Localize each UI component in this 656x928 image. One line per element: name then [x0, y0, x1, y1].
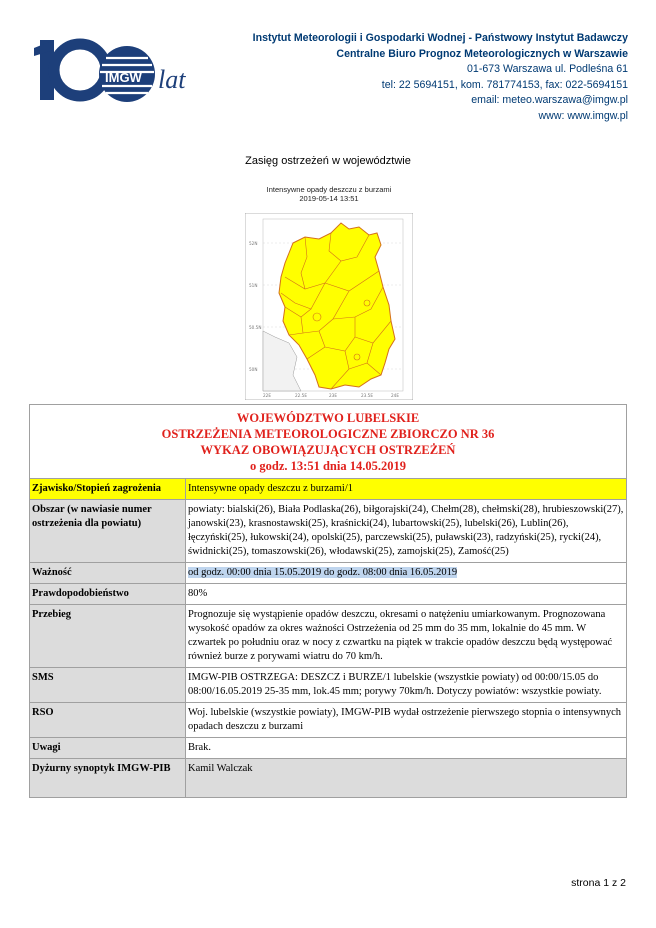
institution-header [253, 31, 628, 125]
row-value [186, 563, 627, 584]
map-caption-phenomenon: Intensywne opady deszczu z burzami [266, 185, 392, 194]
table-row-rso [30, 703, 627, 738]
table-row-validity [30, 563, 627, 584]
office-name: Centralne Biuro Prognoz Meteorologicznych w Warszawie [336, 47, 628, 60]
table-row-sms [30, 668, 627, 703]
svg-text:IMGW: IMGW [105, 70, 142, 85]
table-row-probability [30, 584, 627, 605]
warning-table [29, 404, 627, 798]
map-title: Zasięg ostrzeżeń w województwie [245, 155, 411, 167]
svg-text:23.5E: 23.5E [361, 393, 373, 398]
svg-text:52N: 52N [249, 241, 258, 246]
website: www: www.imgw.pl [538, 109, 628, 122]
svg-text:22E: 22E [263, 393, 271, 398]
address: 01-673 Warszawa ul. Podleśna 61 [467, 63, 628, 76]
institute-name: Instytut Meteorologii i Gospodarki Wodnej - Państwowy Instytut Badawczy [252, 32, 628, 44]
svg-text:22.5E: 22.5E [295, 393, 307, 398]
validity-selected-text[interactable]: od godz. 00:00 dnia 15.05.2019 do godz. 08:00 dnia 16.05.2019 [188, 567, 458, 578]
table-row-area [30, 500, 627, 563]
svg-text:50N: 50N [249, 367, 258, 372]
phone: tel: 22 5694151, kom. 781774153, fax: 022-5694151 [381, 78, 628, 91]
logo-digit-zero [54, 44, 106, 96]
table-row-phenomenon [30, 479, 627, 500]
warning-map [245, 213, 413, 400]
row-label: Uwagi [30, 738, 186, 759]
warning-header [30, 405, 627, 479]
row-label: Przebieg [30, 605, 186, 668]
page-number: strona 1 z 2 [571, 877, 626, 889]
svg-text:23E: 23E [329, 393, 337, 398]
svg-text:50.5N: 50.5N [249, 325, 262, 330]
row-label: Obszar (w nawiasie numer ostrzeżenia dla powiatu) [30, 500, 186, 563]
row-label: RSO [30, 703, 186, 738]
row-label: Dyżurny synoptyk IMGW-PIB [30, 759, 186, 798]
row-value: IMGW-PIB OSTRZEGA: DESZCZ i BURZE/1 lubelskie (wszystkie powiaty) od 00:00/15.05 do 08:00/16.05.2019 25-35 mm, lok.45 mm; porywy 70km/h. Dotyczy powiatów: wszystkie powiaty. [186, 668, 627, 703]
row-label: Prawdopodobieństwo [30, 584, 186, 605]
table-row-notes [30, 738, 627, 759]
row-label: SMS [30, 668, 186, 703]
warning-region: WOJEWÓDZTWO LUBELSKIE [236, 411, 420, 425]
table-row-course [30, 605, 627, 668]
row-label: Zjawisko/Stopień zagrożenia [30, 479, 186, 500]
imgw-100-years-logo [30, 34, 200, 114]
row-label: Ważność [30, 563, 186, 584]
map-caption-date: 2019-05-14 13:51 [299, 194, 359, 203]
warning-subtitle: WYKAZ OBOWIĄZUJĄCYCH OSTRZEŻEŃ [200, 443, 456, 457]
warning-time: o godz. 13:51 dnia 14.05.2019 [250, 459, 406, 473]
logo-word: lat [158, 65, 186, 94]
row-value: powiaty: bialski(26), Biała Podlaska(26), biłgorajski(24), Chełm(28), chełmski(28), hrubieszowski(27), janowski(23), krasnostawski(25), kraśnicki(24), lubartowski(25), lubelski(26), Lublin(26), łęczyński(25), łukowski(24), opolski(25), parczewski(25), puławski(23), radzyński(25), rycki(24), świdnicki(25), tomaszowski(26), włodawski(25), zamojski(25), Zamość(25) [186, 500, 627, 563]
row-value: Intensywne opady deszczu z burzami/1 [186, 479, 627, 500]
row-value: Prognozuje się wystąpienie opadów deszczu, okresami o natężeniu umiarkowanym. Prognozowana wysokość opadów za okres ważności Ostrzeżenia od 25 mm do 35 mm, lokalnie do 45 mm. W czwartek po południu oraz w nocy z czwartku na piątek w trakcie opadów deszczu będą występować również burze z porywami wiatru do 70 km/h. [186, 605, 627, 668]
table-row-forecaster [30, 759, 627, 798]
row-value: Brak. [186, 738, 627, 759]
email: email: meteo.warszawa@imgw.pl [471, 94, 628, 107]
svg-text:24E: 24E [391, 393, 399, 398]
warning-title: OSTRZEŻENIA METEOROLOGICZNE ZBIORCZO NR 36 [161, 427, 495, 441]
row-value: Kamil Walczak [186, 759, 627, 798]
map-caption [254, 185, 404, 203]
row-value: 80% [186, 584, 627, 605]
svg-text:51N: 51N [249, 283, 258, 288]
row-value: Woj. lubelskie (wszystkie powiaty), IMGW-PIB wydał ostrzeżenie pierwszego stopnia o intensywnych opadach deszczu z burzami [186, 703, 627, 738]
